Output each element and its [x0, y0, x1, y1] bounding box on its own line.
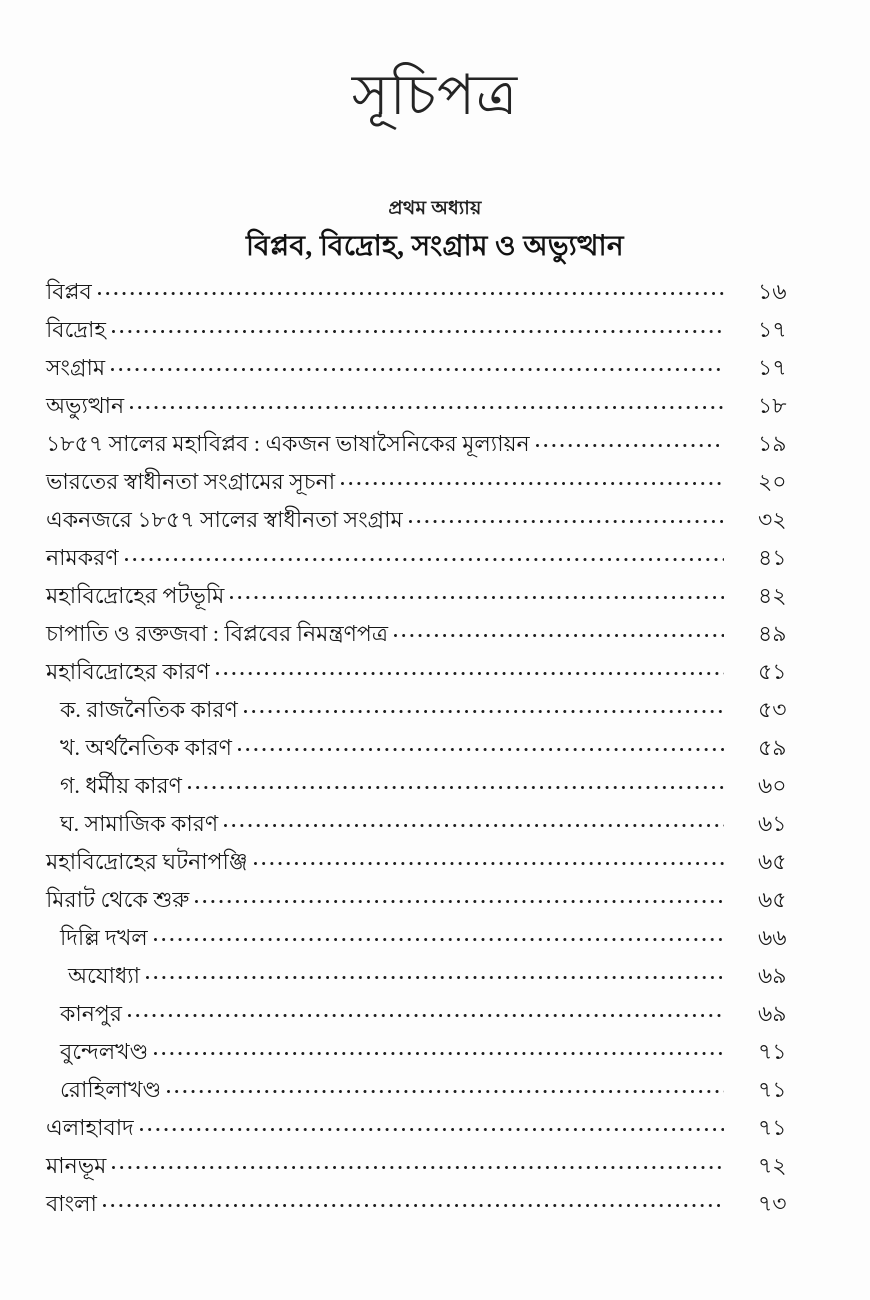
toc-entry[interactable] [46, 659, 826, 697]
toc-dot-leader [111, 355, 724, 375]
toc-entry-label: খ. অর্থনৈতিক কারণ [60, 735, 232, 760]
toc-entry-label: মানভূম [46, 1153, 107, 1178]
toc-entry-page-number: ৬০ [758, 773, 787, 798]
toc-entry-page-number: ৫৯ [758, 735, 787, 760]
toc-entry-page-number: ১৯ [758, 431, 787, 456]
toc-entry-page-number: ৫১ [758, 659, 787, 684]
toc-entry[interactable] [46, 621, 826, 659]
toc-dot-leader [216, 659, 724, 679]
toc-dot-leader [130, 393, 724, 413]
toc-entry[interactable] [46, 469, 826, 507]
toc-entry-list [46, 279, 826, 1229]
toc-entry[interactable] [46, 811, 826, 849]
toc-dot-leader [154, 1039, 724, 1059]
toc-entry-page-number: ৭১ [758, 1115, 787, 1140]
toc-entry-label: বিপ্লব [46, 279, 92, 304]
toc-entry-page-number: ১৭ [758, 355, 787, 380]
toc-entry-label: ভারতের স্বাধীনতা সংগ্রামের সূচনা [46, 469, 336, 494]
toc-entry[interactable] [46, 773, 826, 811]
toc-dot-leader [103, 1191, 724, 1211]
toc-dot-leader [188, 773, 724, 793]
toc-entry-label: বিদ্রোহ [46, 317, 106, 342]
toc-entry-label: মহাবিদ্রোহের কারণ [46, 659, 210, 684]
page-title: সূচিপত্র [351, 65, 519, 127]
toc-entry-label: দিল্লি দখল [60, 925, 148, 950]
toc-entry-page-number: ১৭ [758, 317, 787, 342]
toc-dot-leader [128, 1001, 724, 1021]
toc-entry-page-number: ৬৫ [758, 887, 787, 912]
toc-entry-page-number: ৫৩ [758, 697, 787, 722]
toc-dot-leader [394, 621, 724, 641]
toc-dot-leader [254, 849, 724, 869]
toc-entry-page-number: ১৬ [758, 279, 787, 304]
toc-dot-leader [146, 963, 724, 983]
toc-entry-label: একনজরে ১৮৫৭ সালের স্বাধীনতা সংগ্রাম [46, 507, 403, 532]
toc-entry[interactable] [46, 925, 826, 963]
toc-entry-page-number: ৭১ [758, 1039, 787, 1064]
toc-entry[interactable] [46, 1001, 826, 1039]
toc-entry-label: সংগ্রাম [46, 355, 106, 380]
toc-entry[interactable] [46, 1077, 826, 1115]
toc-entry-page-number: ২০ [758, 469, 787, 494]
toc-entry-page-number: ৭৩ [758, 1191, 787, 1216]
toc-entry-label: রোহিলাখণ্ড [60, 1077, 162, 1102]
toc-entry[interactable] [46, 697, 826, 735]
toc-dot-leader [112, 1153, 724, 1173]
toc-entry-label: বাংলা [46, 1191, 97, 1216]
toc-entry[interactable] [46, 887, 826, 925]
toc-entry-page-number: ৬৯ [758, 1001, 787, 1026]
toc-entry-page-number: ৬৬ [758, 925, 787, 950]
toc-entry-label: মিরাট থেকে শুরু [46, 887, 190, 912]
toc-entry-label: মহাবিদ্রোহের পটভূমি [46, 583, 225, 608]
toc-entry-label: নামকরণ [46, 545, 119, 570]
toc-entry-page-number: ৩২ [758, 507, 787, 532]
toc-entry[interactable] [46, 545, 826, 583]
toc-entry-page-number: ৭২ [758, 1153, 787, 1178]
toc-entry[interactable] [46, 507, 826, 545]
toc-entry[interactable] [46, 1115, 826, 1153]
toc-entry-page-number: ১৮ [758, 393, 787, 418]
toc-entry[interactable] [46, 279, 826, 317]
toc-entry-label: ঘ. সামাজিক কারণ [60, 811, 219, 836]
toc-dot-leader [244, 697, 724, 717]
toc-dot-leader [230, 583, 724, 603]
toc-entry[interactable] [46, 355, 826, 393]
toc-entry-page-number: ৬১ [758, 811, 787, 836]
toc-entry-page-number: ৭১ [758, 1077, 787, 1102]
toc-entry-page-number: ৪৯ [758, 621, 787, 646]
toc-dot-leader [98, 279, 724, 299]
toc-entry[interactable] [46, 393, 826, 431]
toc-dot-leader [112, 317, 724, 337]
toc-entry[interactable] [46, 963, 826, 1001]
toc-entry-label: ১৮৫৭ সালের মহাবিপ্লব : একজন ভাষাসৈনিকের মূল্যায়ন [46, 431, 530, 456]
toc-entry[interactable] [46, 431, 826, 469]
toc-dot-leader [167, 1077, 724, 1097]
toc-dot-leader [536, 431, 724, 451]
toc-entry-page-number: ৬৯ [758, 963, 787, 988]
chapter-title: বিপ্লব, বিদ্রোহ, সংগ্রাম ও অভ্যুত্থান [246, 230, 624, 262]
toc-entry[interactable] [46, 1153, 826, 1191]
toc-dot-leader [224, 811, 724, 831]
toc-dot-leader [195, 887, 724, 907]
toc-entry-label: অভ্যুত্থান [46, 393, 125, 418]
toc-entry-label: এলাহাবাদ [46, 1115, 134, 1140]
toc-entry[interactable] [46, 735, 826, 773]
toc-entry[interactable] [46, 317, 826, 355]
toc-dot-leader [238, 735, 724, 755]
toc-entry[interactable] [46, 1039, 826, 1077]
toc-entry[interactable] [46, 1191, 826, 1229]
toc-entry-page-number: ৬৫ [758, 849, 787, 874]
toc-entry[interactable] [46, 583, 826, 621]
toc-entry-label: অযোধ্যা [68, 963, 141, 988]
toc-dot-leader [154, 925, 724, 945]
toc-entry-label: গ. ধর্মীয় কারণ [60, 773, 182, 798]
chapter-kicker: প্রথম অধ্যায় [388, 198, 482, 219]
toc-entry-label: ক. রাজনৈতিক কারণ [60, 697, 238, 722]
toc-dot-leader [140, 1115, 724, 1135]
toc-entry[interactable] [46, 849, 826, 887]
toc-entry-label: চাপাতি ও রক্তজবা : বিপ্লবের নিমন্ত্রণপত্র [46, 621, 389, 646]
toc-dot-leader [341, 469, 724, 489]
toc-entry-label: কানপুর [60, 1001, 122, 1026]
toc-entry-page-number: ৪২ [758, 583, 787, 608]
toc-entry-label: মহাবিদ্রোহের ঘটনাপঞ্জি [46, 849, 248, 874]
chapter-heading-block [0, 198, 870, 264]
toc-dot-leader [125, 545, 724, 565]
toc-dot-leader [409, 507, 724, 527]
toc-entry-label: বুন্দেলখণ্ড [60, 1039, 149, 1064]
toc-entry-page-number: ৪১ [758, 545, 787, 570]
